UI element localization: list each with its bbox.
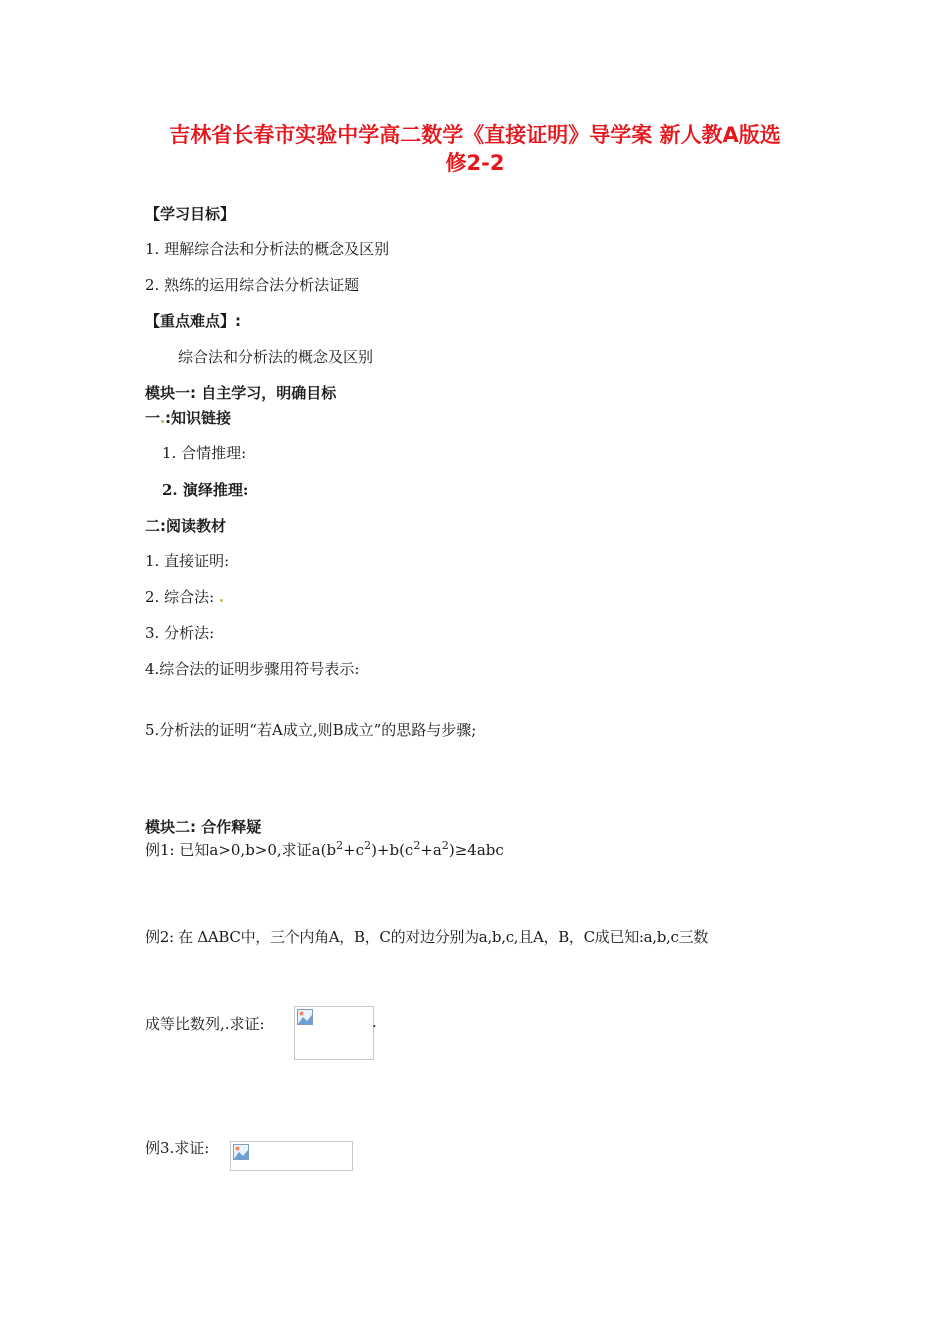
example-2-line2-suffix: . [372,1013,377,1031]
section1-item-1: 1. 合情推理: [162,444,247,462]
example-2-line1: 例2: 在 ΔABC中，三个内角A，B，C的对边分别为a,b,c,且A，B，C成已知:a,b,c三数 [145,928,709,946]
formula-image-placeholder [230,1141,353,1171]
section2-item-3: 3. 分析法: [145,624,215,642]
broken-image-icon [233,1144,249,1160]
module1-heading: 模块一: 自主学习，明确目标 [145,384,337,402]
example-1 [145,839,504,860]
section2-item-2-text: 2. 综合法: [145,588,215,606]
example1-sup1: 2 [336,839,344,852]
section2-item-1: 1. 直接证明: [145,552,230,570]
document-title-line1: 吉林省长春市实验中学高二数学《直接证明》导学案 新人教A版选 [169,123,781,147]
example1-p2: +c [343,841,365,859]
example1-sup3: 2 [413,839,421,852]
example1-p5: )≥4abc [448,841,504,859]
marker-dot [161,420,164,423]
section1-item-2: 2. 演绎推理: [162,481,249,499]
module2-heading: 模块二: 合作释疑 [145,818,262,836]
example1-mid: a>0,b>0,求证a(b [209,841,337,859]
example-3-prefix: 例3.求证: [145,1139,210,1157]
objective-item-2: 2. 熟练的运用综合法分析法证题 [145,276,360,294]
example1-p3: )+b(c [371,841,414,859]
document-title-line2: 修2-2 [445,151,505,175]
example1-sup2: 2 [364,839,372,852]
section2-item-2 [145,586,224,607]
key-points-text: 综合法和分析法的概念及区别 [178,348,374,366]
key-points-heading: 【重点难点】: [145,312,241,330]
example1-p4: +a [420,841,442,859]
formula-image-placeholder [294,1006,374,1060]
broken-image-icon [297,1009,313,1025]
section2-heading: 二:阅读教材 [145,517,226,535]
objectives-heading: 【学习目标】 [145,205,236,223]
section1-heading-suffix: :知识链接 [165,409,232,427]
section1-heading [145,407,231,428]
section2-item-5: 5.分析法的证明“若A成立,则B成立”的思路与步骤; [145,721,477,739]
section1-heading-prefix: 一 [145,409,161,427]
example-2-line2-prefix: 成等比数列,.求证: [145,1015,265,1033]
example1-sup4: 2 [441,839,449,852]
objective-item-1: 1. 理解综合法和分析法的概念及区别 [145,240,390,258]
marker-dot [220,599,223,602]
section2-item-4: 4.综合法的证明步骤用符号表示: [145,660,360,678]
example1-prefix: 例1: 已知 [145,841,210,859]
